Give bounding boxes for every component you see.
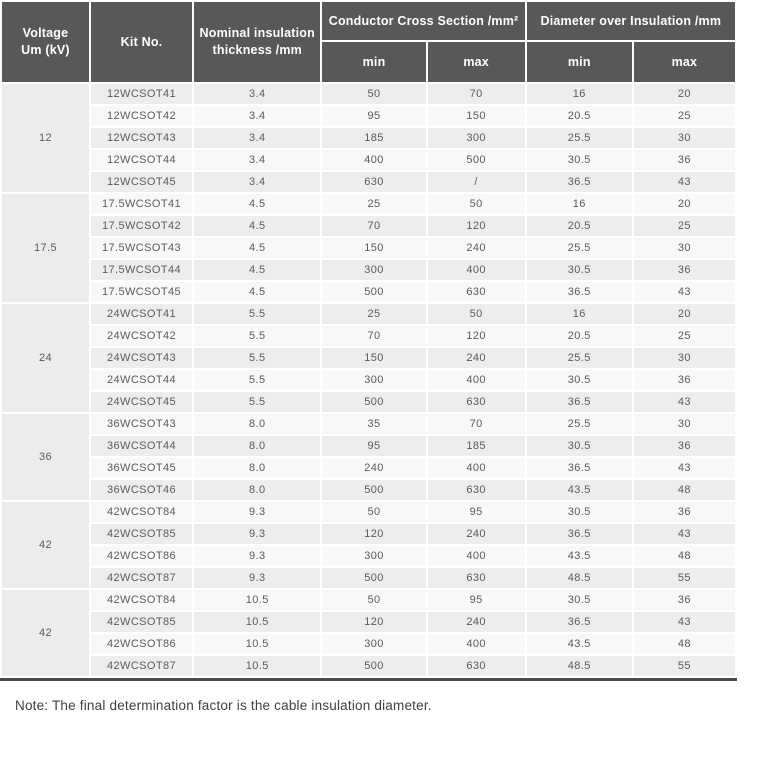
voltage-cell: 12 bbox=[1, 83, 90, 193]
diameter-min-cell: 30.5 bbox=[526, 501, 633, 523]
conductor-max-cell: 400 bbox=[427, 369, 526, 391]
kit-no-cell: 24WCSOT41 bbox=[90, 303, 193, 325]
table-row bbox=[1, 281, 736, 303]
conductor-min-cell: 120 bbox=[321, 523, 426, 545]
col-header-diameter-min: min bbox=[526, 41, 633, 83]
table-bottom-rule bbox=[0, 678, 737, 681]
diameter-max-cell: 25 bbox=[633, 105, 736, 127]
table-row bbox=[1, 171, 736, 193]
diameter-max-cell: 48 bbox=[633, 479, 736, 501]
kit-no-cell: 12WCSOT42 bbox=[90, 105, 193, 127]
col-header-voltage bbox=[1, 1, 90, 83]
table-row bbox=[1, 545, 736, 567]
diameter-max-cell: 43 bbox=[633, 281, 736, 303]
table-row bbox=[1, 83, 736, 105]
conductor-min-cell: 300 bbox=[321, 369, 426, 391]
diameter-min-cell: 30.5 bbox=[526, 369, 633, 391]
table-row bbox=[1, 237, 736, 259]
conductor-min-cell: 500 bbox=[321, 479, 426, 501]
conductor-min-cell: 70 bbox=[321, 325, 426, 347]
diameter-max-cell: 36 bbox=[633, 435, 736, 457]
kit-no-cell: 36WCSOT46 bbox=[90, 479, 193, 501]
table-row bbox=[1, 655, 736, 677]
table-row bbox=[1, 567, 736, 589]
header-label-line: Um (kV) bbox=[21, 43, 70, 57]
diameter-min-cell: 48.5 bbox=[526, 655, 633, 677]
conductor-max-cell: 240 bbox=[427, 347, 526, 369]
conductor-max-cell: 50 bbox=[427, 193, 526, 215]
col-header-conductor-min: min bbox=[321, 41, 426, 83]
conductor-max-cell: 95 bbox=[427, 589, 526, 611]
col-header-nominal-thickness bbox=[193, 1, 321, 83]
diameter-max-cell: 20 bbox=[633, 303, 736, 325]
diameter-max-cell: 55 bbox=[633, 655, 736, 677]
conductor-min-cell: 70 bbox=[321, 215, 426, 237]
conductor-max-cell: / bbox=[427, 171, 526, 193]
thickness-cell: 10.5 bbox=[193, 655, 321, 677]
diameter-max-cell: 43 bbox=[633, 523, 736, 545]
diameter-min-cell: 16 bbox=[526, 193, 633, 215]
col-group-conductor-cross-section: Conductor Cross Section /mm² bbox=[321, 1, 525, 41]
diameter-max-cell: 43 bbox=[633, 171, 736, 193]
kit-no-cell: 17.5WCSOT42 bbox=[90, 215, 193, 237]
conductor-min-cell: 150 bbox=[321, 237, 426, 259]
conductor-min-cell: 400 bbox=[321, 149, 426, 171]
diameter-max-cell: 48 bbox=[633, 633, 736, 655]
kit-no-cell: 36WCSOT45 bbox=[90, 457, 193, 479]
header-label-line: Voltage bbox=[22, 26, 69, 41]
diameter-min-cell: 20.5 bbox=[526, 105, 633, 127]
diameter-min-cell: 36.5 bbox=[526, 611, 633, 633]
conductor-min-cell: 50 bbox=[321, 589, 426, 611]
conductor-min-cell: 500 bbox=[321, 567, 426, 589]
kit-no-cell: 42WCSOT85 bbox=[90, 523, 193, 545]
table-row bbox=[1, 149, 736, 171]
conductor-max-cell: 240 bbox=[427, 237, 526, 259]
table-header bbox=[1, 1, 736, 83]
diameter-max-cell: 25 bbox=[633, 325, 736, 347]
thickness-cell: 5.5 bbox=[193, 303, 321, 325]
voltage-cell: 36 bbox=[1, 413, 90, 501]
diameter-min-cell: 20.5 bbox=[526, 215, 633, 237]
thickness-cell: 4.5 bbox=[193, 237, 321, 259]
diameter-max-cell: 30 bbox=[633, 237, 736, 259]
diameter-min-cell: 36.5 bbox=[526, 523, 633, 545]
table-row bbox=[1, 633, 736, 655]
table-row bbox=[1, 479, 736, 501]
diameter-max-cell: 30 bbox=[633, 127, 736, 149]
table-row bbox=[1, 259, 736, 281]
conductor-min-cell: 500 bbox=[321, 281, 426, 303]
diameter-min-cell: 25.5 bbox=[526, 347, 633, 369]
thickness-cell: 5.5 bbox=[193, 369, 321, 391]
conductor-min-cell: 25 bbox=[321, 193, 426, 215]
thickness-cell: 4.5 bbox=[193, 215, 321, 237]
conductor-min-cell: 35 bbox=[321, 413, 426, 435]
diameter-max-cell: 43 bbox=[633, 611, 736, 633]
diameter-min-cell: 43.5 bbox=[526, 545, 633, 567]
header-label-line: thickness /mm bbox=[212, 43, 302, 57]
diameter-min-cell: 30.5 bbox=[526, 589, 633, 611]
conductor-min-cell: 300 bbox=[321, 633, 426, 655]
col-header-conductor-max: max bbox=[427, 41, 526, 83]
conductor-max-cell: 50 bbox=[427, 303, 526, 325]
diameter-min-cell: 36.5 bbox=[526, 171, 633, 193]
conductor-min-cell: 50 bbox=[321, 83, 426, 105]
diameter-max-cell: 36 bbox=[633, 589, 736, 611]
table-row bbox=[1, 413, 736, 435]
conductor-min-cell: 185 bbox=[321, 127, 426, 149]
conductor-max-cell: 300 bbox=[427, 127, 526, 149]
thickness-cell: 3.4 bbox=[193, 149, 321, 171]
thickness-cell: 5.5 bbox=[193, 347, 321, 369]
table-row bbox=[1, 369, 736, 391]
thickness-cell: 4.5 bbox=[193, 281, 321, 303]
thickness-cell: 8.0 bbox=[193, 435, 321, 457]
diameter-max-cell: 25 bbox=[633, 215, 736, 237]
diameter-min-cell: 48.5 bbox=[526, 567, 633, 589]
kit-no-cell: 42WCSOT86 bbox=[90, 545, 193, 567]
conductor-max-cell: 630 bbox=[427, 281, 526, 303]
diameter-min-cell: 25.5 bbox=[526, 127, 633, 149]
kit-no-cell: 42WCSOT87 bbox=[90, 567, 193, 589]
conductor-max-cell: 185 bbox=[427, 435, 526, 457]
conductor-max-cell: 400 bbox=[427, 457, 526, 479]
conductor-max-cell: 95 bbox=[427, 501, 526, 523]
conductor-min-cell: 120 bbox=[321, 611, 426, 633]
diameter-min-cell: 36.5 bbox=[526, 391, 633, 413]
conductor-min-cell: 300 bbox=[321, 259, 426, 281]
diameter-min-cell: 43.5 bbox=[526, 633, 633, 655]
table-body bbox=[1, 83, 736, 677]
diameter-max-cell: 20 bbox=[633, 83, 736, 105]
thickness-cell: 10.5 bbox=[193, 633, 321, 655]
conductor-min-cell: 25 bbox=[321, 303, 426, 325]
diameter-max-cell: 55 bbox=[633, 567, 736, 589]
table-row bbox=[1, 325, 736, 347]
kit-no-cell: 17.5WCSOT44 bbox=[90, 259, 193, 281]
kit-no-cell: 12WCSOT45 bbox=[90, 171, 193, 193]
kit-no-cell: 42WCSOT84 bbox=[90, 589, 193, 611]
thickness-cell: 8.0 bbox=[193, 479, 321, 501]
conductor-max-cell: 120 bbox=[427, 325, 526, 347]
thickness-cell: 4.5 bbox=[193, 193, 321, 215]
thickness-cell: 9.3 bbox=[193, 523, 321, 545]
diameter-max-cell: 48 bbox=[633, 545, 736, 567]
table-row bbox=[1, 127, 736, 149]
thickness-cell: 8.0 bbox=[193, 413, 321, 435]
thickness-cell: 10.5 bbox=[193, 611, 321, 633]
kit-no-cell: 12WCSOT44 bbox=[90, 149, 193, 171]
col-header-kit-no: Kit No. bbox=[90, 1, 193, 83]
col-header-diameter-max: max bbox=[633, 41, 736, 83]
voltage-cell: 42 bbox=[1, 589, 90, 677]
kit-no-cell: 17.5WCSOT43 bbox=[90, 237, 193, 259]
thickness-cell: 3.4 bbox=[193, 127, 321, 149]
kit-no-cell: 17.5WCSOT41 bbox=[90, 193, 193, 215]
conductor-max-cell: 150 bbox=[427, 105, 526, 127]
kit-no-cell: 36WCSOT44 bbox=[90, 435, 193, 457]
conductor-min-cell: 50 bbox=[321, 501, 426, 523]
table-row bbox=[1, 105, 736, 127]
thickness-cell: 3.4 bbox=[193, 105, 321, 127]
diameter-min-cell: 36.5 bbox=[526, 457, 633, 479]
diameter-max-cell: 30 bbox=[633, 347, 736, 369]
conductor-max-cell: 240 bbox=[427, 611, 526, 633]
conductor-min-cell: 150 bbox=[321, 347, 426, 369]
thickness-cell: 5.5 bbox=[193, 325, 321, 347]
conductor-max-cell: 120 bbox=[427, 215, 526, 237]
thickness-cell: 4.5 bbox=[193, 259, 321, 281]
kit-no-cell: 42WCSOT87 bbox=[90, 655, 193, 677]
diameter-max-cell: 36 bbox=[633, 369, 736, 391]
diameter-min-cell: 20.5 bbox=[526, 325, 633, 347]
thickness-cell: 9.3 bbox=[193, 501, 321, 523]
conductor-max-cell: 500 bbox=[427, 149, 526, 171]
diameter-min-cell: 16 bbox=[526, 83, 633, 105]
diameter-min-cell: 30.5 bbox=[526, 149, 633, 171]
conductor-max-cell: 630 bbox=[427, 479, 526, 501]
table-row bbox=[1, 457, 736, 479]
diameter-min-cell: 30.5 bbox=[526, 259, 633, 281]
conductor-max-cell: 240 bbox=[427, 523, 526, 545]
thickness-cell: 9.3 bbox=[193, 567, 321, 589]
note-text: Note: The final determination factor is the cable insulation diameter. bbox=[15, 698, 432, 713]
conductor-max-cell: 400 bbox=[427, 633, 526, 655]
conductor-min-cell: 630 bbox=[321, 171, 426, 193]
kit-no-cell: 36WCSOT43 bbox=[90, 413, 193, 435]
conductor-min-cell: 240 bbox=[321, 457, 426, 479]
kit-no-cell: 42WCSOT84 bbox=[90, 501, 193, 523]
table-row bbox=[1, 589, 736, 611]
thickness-cell: 9.3 bbox=[193, 545, 321, 567]
conductor-max-cell: 70 bbox=[427, 413, 526, 435]
table-row bbox=[1, 193, 736, 215]
kit-no-cell: 42WCSOT85 bbox=[90, 611, 193, 633]
thickness-cell: 3.4 bbox=[193, 171, 321, 193]
voltage-cell: 24 bbox=[1, 303, 90, 413]
conductor-min-cell: 95 bbox=[321, 105, 426, 127]
table-row bbox=[1, 501, 736, 523]
diameter-min-cell: 43.5 bbox=[526, 479, 633, 501]
conductor-max-cell: 630 bbox=[427, 655, 526, 677]
conductor-max-cell: 70 bbox=[427, 83, 526, 105]
diameter-max-cell: 30 bbox=[633, 413, 736, 435]
conductor-min-cell: 95 bbox=[321, 435, 426, 457]
diameter-max-cell: 36 bbox=[633, 259, 736, 281]
conductor-max-cell: 400 bbox=[427, 259, 526, 281]
table-row bbox=[1, 435, 736, 457]
voltage-cell: 42 bbox=[1, 501, 90, 589]
table-row bbox=[1, 391, 736, 413]
diameter-max-cell: 43 bbox=[633, 391, 736, 413]
diameter-min-cell: 30.5 bbox=[526, 435, 633, 457]
table-row bbox=[1, 303, 736, 325]
diameter-min-cell: 36.5 bbox=[526, 281, 633, 303]
kit-no-cell: 24WCSOT45 bbox=[90, 391, 193, 413]
kit-no-cell: 12WCSOT41 bbox=[90, 83, 193, 105]
conductor-min-cell: 500 bbox=[321, 655, 426, 677]
table-row bbox=[1, 611, 736, 633]
col-group-diameter-over-insulation: Diameter over Insulation /mm bbox=[526, 1, 736, 41]
header-label-line: Nominal insulation bbox=[199, 26, 315, 41]
thickness-cell: 10.5 bbox=[193, 589, 321, 611]
kit-no-cell: 17.5WCSOT45 bbox=[90, 281, 193, 303]
table-row bbox=[1, 215, 736, 237]
diameter-max-cell: 43 bbox=[633, 457, 736, 479]
voltage-cell: 17.5 bbox=[1, 193, 90, 303]
thickness-cell: 5.5 bbox=[193, 391, 321, 413]
thickness-cell: 8.0 bbox=[193, 457, 321, 479]
diameter-min-cell: 16 bbox=[526, 303, 633, 325]
conductor-max-cell: 630 bbox=[427, 391, 526, 413]
conductor-max-cell: 400 bbox=[427, 545, 526, 567]
kit-no-cell: 12WCSOT43 bbox=[90, 127, 193, 149]
diameter-max-cell: 20 bbox=[633, 193, 736, 215]
kit-no-cell: 24WCSOT44 bbox=[90, 369, 193, 391]
kit-no-cell: 42WCSOT86 bbox=[90, 633, 193, 655]
diameter-max-cell: 36 bbox=[633, 149, 736, 171]
diameter-min-cell: 25.5 bbox=[526, 413, 633, 435]
table-row bbox=[1, 523, 736, 545]
thickness-cell: 3.4 bbox=[193, 83, 321, 105]
kit-no-cell: 24WCSOT43 bbox=[90, 347, 193, 369]
kit-no-cell: 24WCSOT42 bbox=[90, 325, 193, 347]
conductor-max-cell: 630 bbox=[427, 567, 526, 589]
table-row bbox=[1, 347, 736, 369]
conductor-min-cell: 500 bbox=[321, 391, 426, 413]
conductor-min-cell: 300 bbox=[321, 545, 426, 567]
diameter-max-cell: 36 bbox=[633, 501, 736, 523]
diameter-min-cell: 25.5 bbox=[526, 237, 633, 259]
